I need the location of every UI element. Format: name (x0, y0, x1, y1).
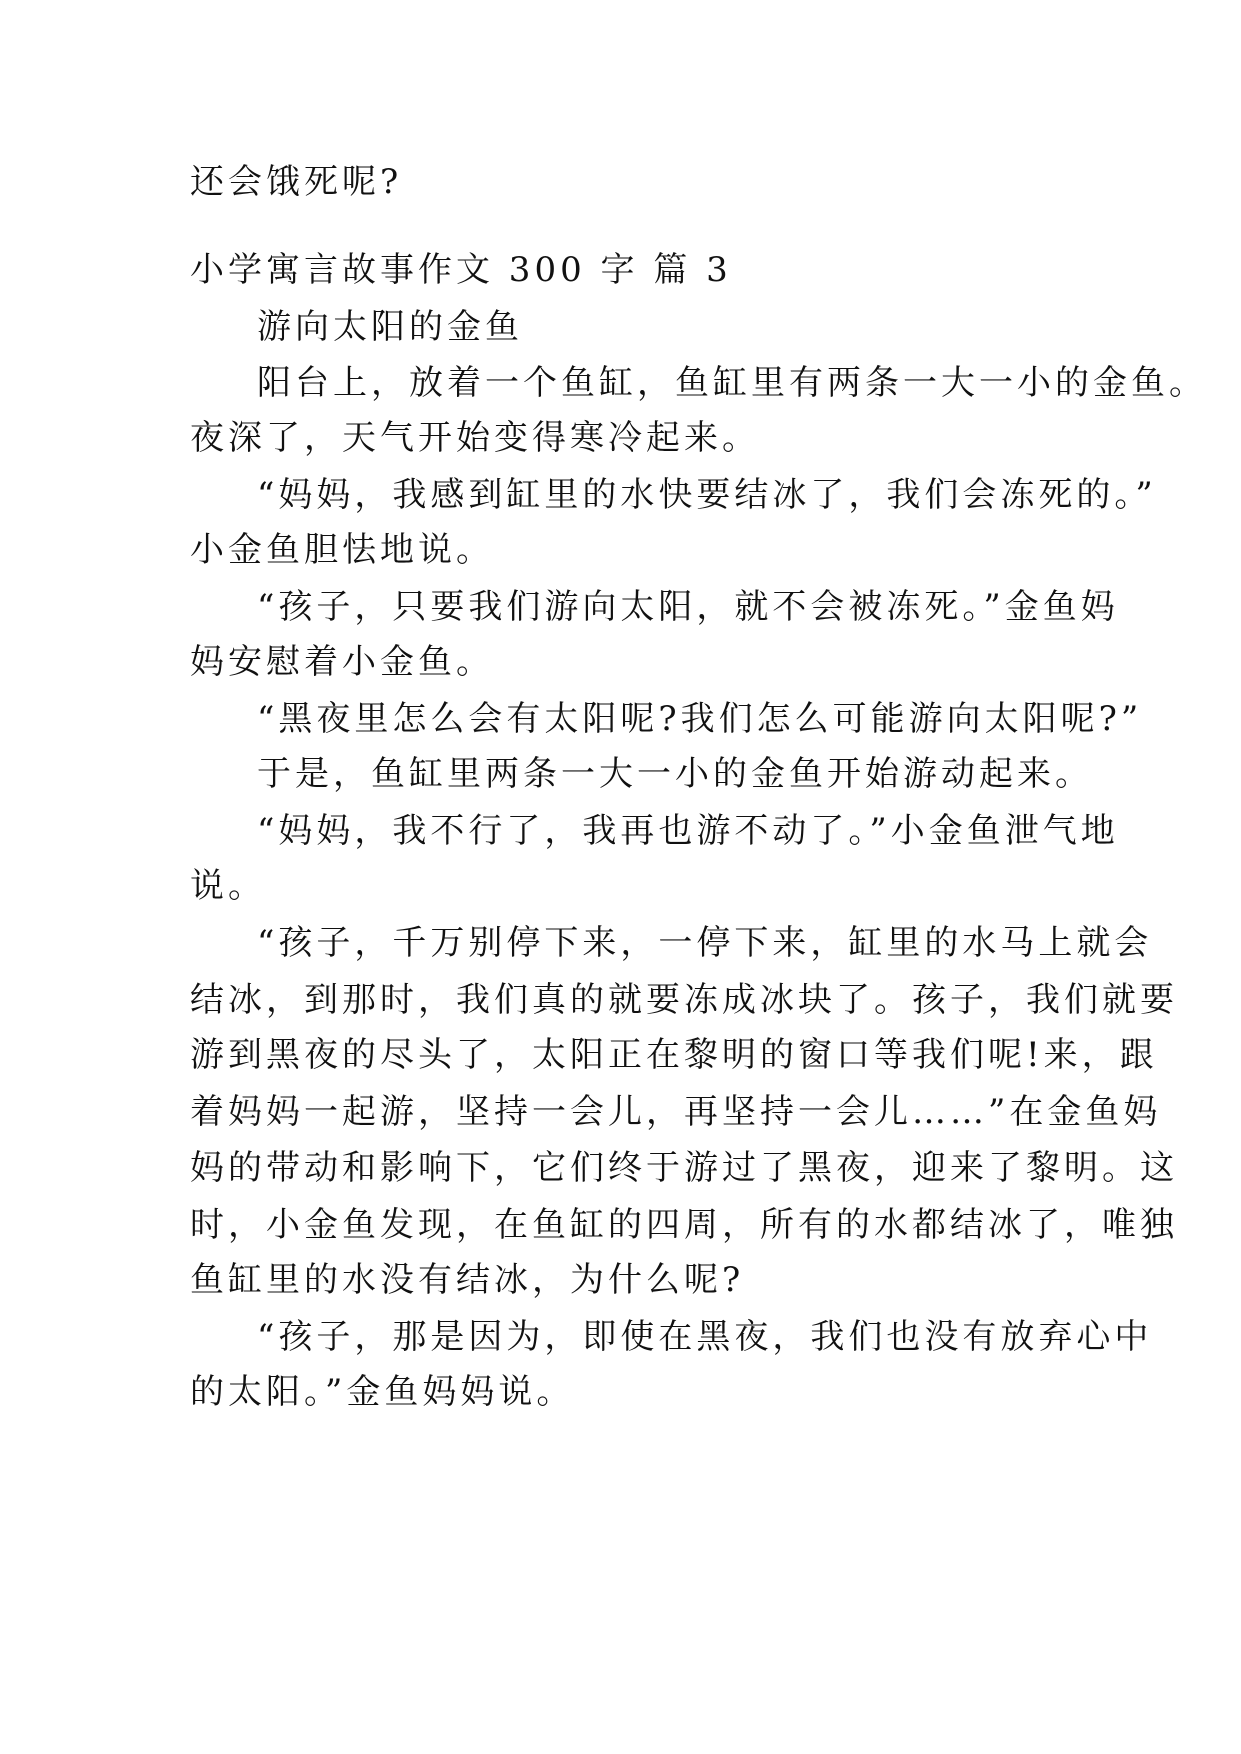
text-line: 着妈妈一起游，坚持一会儿，再坚持一会儿……”在金鱼妈 (190, 1092, 1162, 1132)
text-line: “孩子，千万别停下来，一停下来，缸里的水马上就会 (257, 923, 1153, 963)
story-title: 游向太阳的金鱼 (257, 307, 523, 347)
text-line: 小金鱼胆怯地说。 (190, 530, 494, 570)
text-line: “孩子，只要我们游向太阳，就不会被冻死。”金鱼妈 (257, 587, 1119, 627)
text-line: “妈妈，我感到缸里的水快要结冰了，我们会冻死的。” (257, 475, 1157, 515)
text-line: “孩子，那是因为，即使在黑夜，我们也没有放弃心中 (257, 1317, 1153, 1357)
text-line: 时，小金鱼发现，在鱼缸的四周，所有的水都结冰了，唯独 (190, 1205, 1178, 1245)
text-line: 说。 (190, 866, 266, 906)
text-line: 阳台上，放着一个鱼缸，鱼缸里有两条一大一小的金鱼。 (257, 363, 1207, 403)
text-line: 还会饿死呢? (190, 162, 403, 202)
text-line: “妈妈，我不行了，我再也游不动了。”小金鱼泄气地 (257, 811, 1119, 851)
text-line: 游到黑夜的尽头了，太阳正在黎明的窗口等我们呢!来，跟 (190, 1035, 1158, 1075)
text-line: 结冰，到那时，我们真的就要冻成冰块了。孩子，我们就要 (190, 980, 1178, 1020)
text-line: 夜深了，天气开始变得寒冷起来。 (190, 418, 760, 458)
text-line: “黑夜里怎么会有太阳呢?我们怎么可能游向太阳呢?” (257, 699, 1143, 739)
text-line: 鱼缸里的水没有结冰，为什么呢? (190, 1260, 745, 1300)
text-line: 妈的带动和影响下，它们终于游过了黑夜，迎来了黎明。这 (190, 1148, 1178, 1188)
text-line: 的太阳。”金鱼妈妈说。 (190, 1372, 575, 1412)
text-line: 于是，鱼缸里两条一大一小的金鱼开始游动起来。 (257, 754, 1093, 794)
text-line: 妈安慰着小金鱼。 (190, 642, 494, 682)
section-heading: 小学寓言故事作文 300 字 篇 3 (190, 250, 732, 290)
